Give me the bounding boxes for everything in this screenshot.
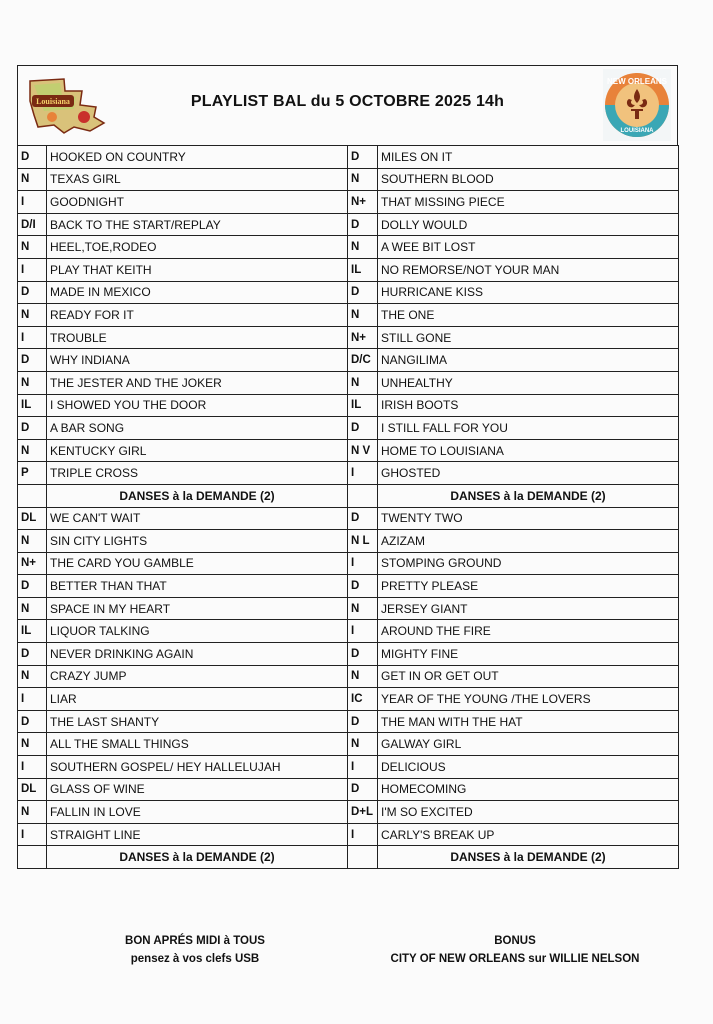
- song-title: I SHOWED YOU THE DOOR: [47, 394, 348, 417]
- playlist-row: [18, 778, 679, 801]
- footer-bonus: [385, 932, 645, 968]
- song-title: JERSEY GIANT: [378, 597, 679, 620]
- song-title: AZIZAM: [378, 530, 679, 553]
- song-title: LIQUOR TALKING: [47, 620, 348, 643]
- song-title: NO REMORSE/NOT YOUR MAN: [378, 258, 679, 281]
- song-title: SOUTHERN GOSPEL/ HEY HALLELUJAH: [47, 756, 348, 779]
- song-title: TROUBLE: [47, 326, 348, 349]
- song-title: I'M SO EXCITED: [378, 801, 679, 824]
- song-title: IRISH BOOTS: [378, 394, 679, 417]
- song-title: GOODNIGHT: [47, 191, 348, 214]
- logo-right-top-text: NEW ORLEANS: [607, 77, 667, 86]
- song-title: BACK TO THE START/REPLAY: [47, 213, 348, 236]
- song-title: NEVER DRINKING AGAIN: [47, 643, 348, 666]
- song-title: ALL THE SMALL THINGS: [47, 733, 348, 756]
- section-label-right: DANSES à la DEMANDE (2): [378, 484, 679, 507]
- playlist-part-1: [18, 146, 679, 485]
- dance-code: N: [348, 236, 378, 259]
- dance-code: D: [348, 417, 378, 440]
- dance-code: IL: [348, 258, 378, 281]
- dance-code: D: [348, 575, 378, 598]
- new-orleans-logo: [603, 69, 671, 141]
- song-title: AROUND THE FIRE: [378, 620, 679, 643]
- dance-code: N: [18, 439, 47, 462]
- song-title: HURRICANE KISS: [378, 281, 679, 304]
- section-label-left: DANSES à la DEMANDE (2): [47, 846, 348, 869]
- dance-code: N: [18, 530, 47, 553]
- playlist-row: [18, 688, 679, 711]
- dance-code: IL: [18, 620, 47, 643]
- footer-greeting: [90, 932, 300, 968]
- dance-code: N+: [348, 326, 378, 349]
- song-title: FALLIN IN LOVE: [47, 801, 348, 824]
- song-title: STRAIGHT LINE: [47, 823, 348, 846]
- dance-code: N: [18, 371, 47, 394]
- dance-code: I: [348, 620, 378, 643]
- playlist-row: [18, 417, 679, 440]
- playlist-row: [18, 168, 679, 191]
- playlist-row: [18, 643, 679, 666]
- dance-code: D/I: [18, 213, 47, 236]
- song-title: THE JESTER AND THE JOKER: [47, 371, 348, 394]
- song-title: WHY INDIANA: [47, 349, 348, 372]
- dance-code: D: [348, 281, 378, 304]
- section-row: [18, 484, 679, 507]
- dance-code: N: [348, 597, 378, 620]
- song-title: LIAR: [47, 688, 348, 711]
- dance-code: D: [348, 213, 378, 236]
- playlist-row: [18, 304, 679, 327]
- song-title: A BAR SONG: [47, 417, 348, 440]
- playlist-row: [18, 597, 679, 620]
- dance-code: N: [18, 733, 47, 756]
- header: [17, 65, 678, 145]
- page-title: PLAYLIST BAL du 5 OCTOBRE 2025 14h: [190, 93, 505, 110]
- playlist-row: [18, 439, 679, 462]
- dance-code: N: [18, 236, 47, 259]
- dance-code: N: [348, 665, 378, 688]
- dance-code: N L: [348, 530, 378, 553]
- dance-code: I: [18, 688, 47, 711]
- song-title: KENTUCKY GIRL: [47, 439, 348, 462]
- playlist-row: [18, 462, 679, 485]
- playlist-part-2: [18, 507, 679, 846]
- song-title: STILL GONE: [378, 326, 679, 349]
- song-title: PLAY THAT KEITH: [47, 258, 348, 281]
- section-label-left: DANSES à la DEMANDE (2): [47, 484, 348, 507]
- dance-code: N: [348, 371, 378, 394]
- dance-code: D: [348, 643, 378, 666]
- playlist-row: [18, 281, 679, 304]
- dance-code: I: [348, 756, 378, 779]
- footer-left-line2: pensez à vos clefs USB: [130, 953, 260, 965]
- dance-code: N: [18, 665, 47, 688]
- dance-code: D/C: [348, 349, 378, 372]
- dance-code: I: [18, 823, 47, 846]
- dance-code: IC: [348, 688, 378, 711]
- song-title: HOMECOMING: [378, 778, 679, 801]
- song-title: STOMPING GROUND: [378, 552, 679, 575]
- dance-code: D: [18, 146, 47, 169]
- playlist-row: [18, 756, 679, 779]
- song-title: THE CARD YOU GAMBLE: [47, 552, 348, 575]
- footer-right-line1: BONUS: [494, 935, 536, 947]
- song-title: NANGILIMA: [378, 349, 679, 372]
- playlist-row: [18, 507, 679, 530]
- song-title: GHOSTED: [378, 462, 679, 485]
- section-row-2: [18, 846, 679, 869]
- song-title: THE ONE: [378, 304, 679, 327]
- playlist-row: [18, 146, 679, 169]
- dance-code: DL: [18, 778, 47, 801]
- song-title: HOME TO LOUISIANA: [378, 439, 679, 462]
- dance-code: N: [348, 168, 378, 191]
- dance-code: I: [348, 462, 378, 485]
- playlist-row: [18, 371, 679, 394]
- logo-left-text: Louisiana: [36, 97, 70, 106]
- song-title: BETTER THAN THAT: [47, 575, 348, 598]
- song-title: WE CAN'T WAIT: [47, 507, 348, 530]
- playlist-row: [18, 733, 679, 756]
- playlist-row: [18, 213, 679, 236]
- playlist-row: [18, 394, 679, 417]
- song-title: UNHEALTHY: [378, 371, 679, 394]
- song-title: CRAZY JUMP: [47, 665, 348, 688]
- playlist-row: [18, 349, 679, 372]
- playlist-table: [17, 145, 679, 869]
- playlist-sheet: [17, 65, 678, 869]
- dance-code: I: [348, 552, 378, 575]
- song-title: MIGHTY FINE: [378, 643, 679, 666]
- dance-code: D: [348, 710, 378, 733]
- song-title: DOLLY WOULD: [378, 213, 679, 236]
- dance-code: IL: [348, 394, 378, 417]
- playlist-row: [18, 191, 679, 214]
- song-title: I STILL FALL FOR YOU: [378, 417, 679, 440]
- song-title: A WEE BIT LOST: [378, 236, 679, 259]
- playlist-row: [18, 710, 679, 733]
- dance-code: I: [18, 191, 47, 214]
- playlist-row: [18, 326, 679, 349]
- dance-code: N: [348, 733, 378, 756]
- dance-code: N: [18, 801, 47, 824]
- song-title: HEEL,TOE,RODEO: [47, 236, 348, 259]
- song-title: SOUTHERN BLOOD: [378, 168, 679, 191]
- dance-code: I: [18, 756, 47, 779]
- dance-code: D: [18, 417, 47, 440]
- dance-code: I: [18, 258, 47, 281]
- dance-code: I: [348, 823, 378, 846]
- dance-code: D: [18, 643, 47, 666]
- dance-code: D: [18, 281, 47, 304]
- song-title: READY FOR IT: [47, 304, 348, 327]
- dance-code: I: [18, 326, 47, 349]
- dance-code: D: [18, 710, 47, 733]
- dance-code: N+: [18, 552, 47, 575]
- footer-right-line2: CITY OF NEW ORLEANS sur WILLIE NELSON: [390, 953, 640, 965]
- song-title: DELICIOUS: [378, 756, 679, 779]
- dance-code: DL: [18, 507, 47, 530]
- footer-left-line1: BON APRÉS MIDI à TOUS: [125, 935, 265, 947]
- song-title: SPACE IN MY HEART: [47, 597, 348, 620]
- song-title: CARLY'S BREAK UP: [378, 823, 679, 846]
- dance-code: N: [18, 304, 47, 327]
- song-title: SIN CITY LIGHTS: [47, 530, 348, 553]
- song-title: MADE IN MEXICO: [47, 281, 348, 304]
- dance-code: N V: [348, 439, 378, 462]
- dance-code: D: [348, 507, 378, 530]
- playlist-row: [18, 236, 679, 259]
- dance-code: D+L: [348, 801, 378, 824]
- song-title: PRETTY PLEASE: [378, 575, 679, 598]
- playlist-row: [18, 575, 679, 598]
- dance-code: IL: [18, 394, 47, 417]
- song-title: GLASS OF WINE: [47, 778, 348, 801]
- playlist-row: [18, 552, 679, 575]
- playlist-row: [18, 258, 679, 281]
- dance-code: N: [348, 304, 378, 327]
- song-title: THE LAST SHANTY: [47, 710, 348, 733]
- playlist-row: [18, 530, 679, 553]
- playlist-row: [18, 801, 679, 824]
- dance-code: N: [18, 168, 47, 191]
- playlist-row: [18, 620, 679, 643]
- dance-code: D: [348, 778, 378, 801]
- dance-code: P: [18, 462, 47, 485]
- dance-code: N: [18, 597, 47, 620]
- song-title: TEXAS GIRL: [47, 168, 348, 191]
- section-row-1: [18, 484, 679, 507]
- section-label-right: DANSES à la DEMANDE (2): [378, 846, 679, 869]
- dance-code: D: [18, 349, 47, 372]
- song-title: TWENTY TWO: [378, 507, 679, 530]
- section-row: [18, 846, 679, 869]
- song-title: YEAR OF THE YOUNG /THE LOVERS: [378, 688, 679, 711]
- song-title: GET IN OR GET OUT: [378, 665, 679, 688]
- dance-code: N+: [348, 191, 378, 214]
- song-title: TRIPLE CROSS: [47, 462, 348, 485]
- dance-code: D: [18, 575, 47, 598]
- logo-right-bottom-text: LOUISIANA: [620, 128, 654, 134]
- song-title: THAT MISSING PIECE: [378, 191, 679, 214]
- playlist-row: [18, 823, 679, 846]
- song-title: GALWAY GIRL: [378, 733, 679, 756]
- dance-code: D: [348, 146, 378, 169]
- playlist-row: [18, 665, 679, 688]
- song-title: HOOKED ON COUNTRY: [47, 146, 348, 169]
- song-title: THE MAN WITH THE HAT: [378, 710, 679, 733]
- song-title: MILES ON IT: [378, 146, 679, 169]
